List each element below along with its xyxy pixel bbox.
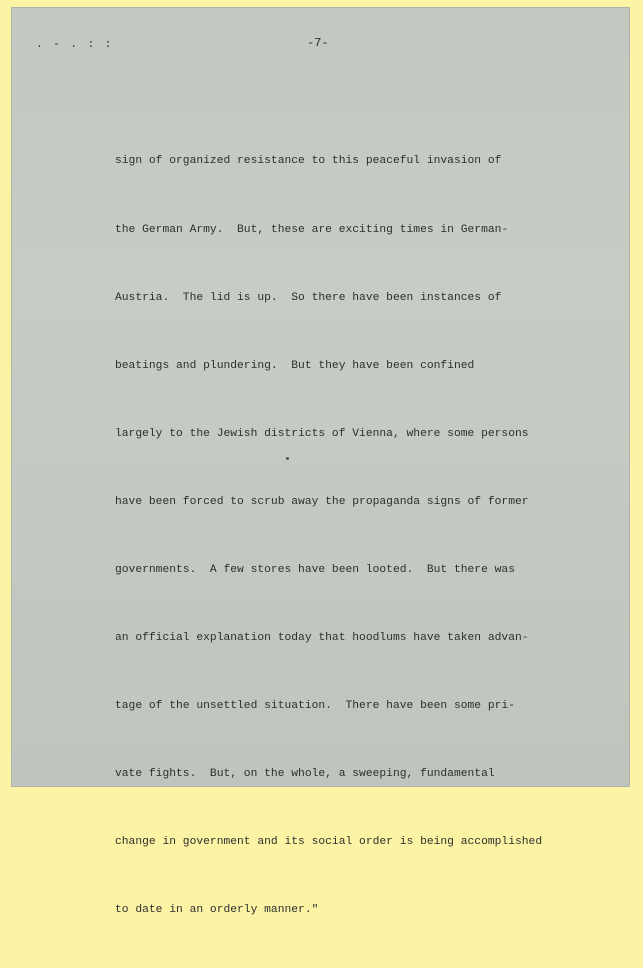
text-line: the German Army. But, these are exciting times in German- (115, 223, 509, 236)
text-line: beatings and plundering. But they have been confined (115, 359, 475, 372)
body-text (115, 105, 615, 968)
margin-marks: . - . : : (36, 39, 114, 51)
text-line: governments. A few stores have been looted. But there was (115, 563, 515, 576)
page-number: -7- (307, 36, 329, 50)
typed-page (12, 8, 629, 917)
text-line: have been forced to scrub away the propaganda signs of former (115, 495, 529, 508)
text-line: vate fights. But, on the whole, a sweeping, fundamental (115, 768, 495, 781)
text-line: an official explanation today that hoodlums have taken advan- (115, 632, 529, 645)
text-line: sign of organized resistance to this peaceful invasion of (115, 155, 502, 168)
text-line: to date in an orderly manner." (115, 904, 319, 917)
text-line: Austria. The lid is up. So there have been instances of (115, 291, 502, 304)
text-line: change in government and its social order is being accomplished (115, 836, 543, 849)
text-line: largely to the Jewish districts of Vienna, where some persons (115, 427, 529, 440)
text-line: tage of the unsettled situation. There have been some pri- (115, 700, 515, 713)
paper-speck (286, 457, 289, 460)
